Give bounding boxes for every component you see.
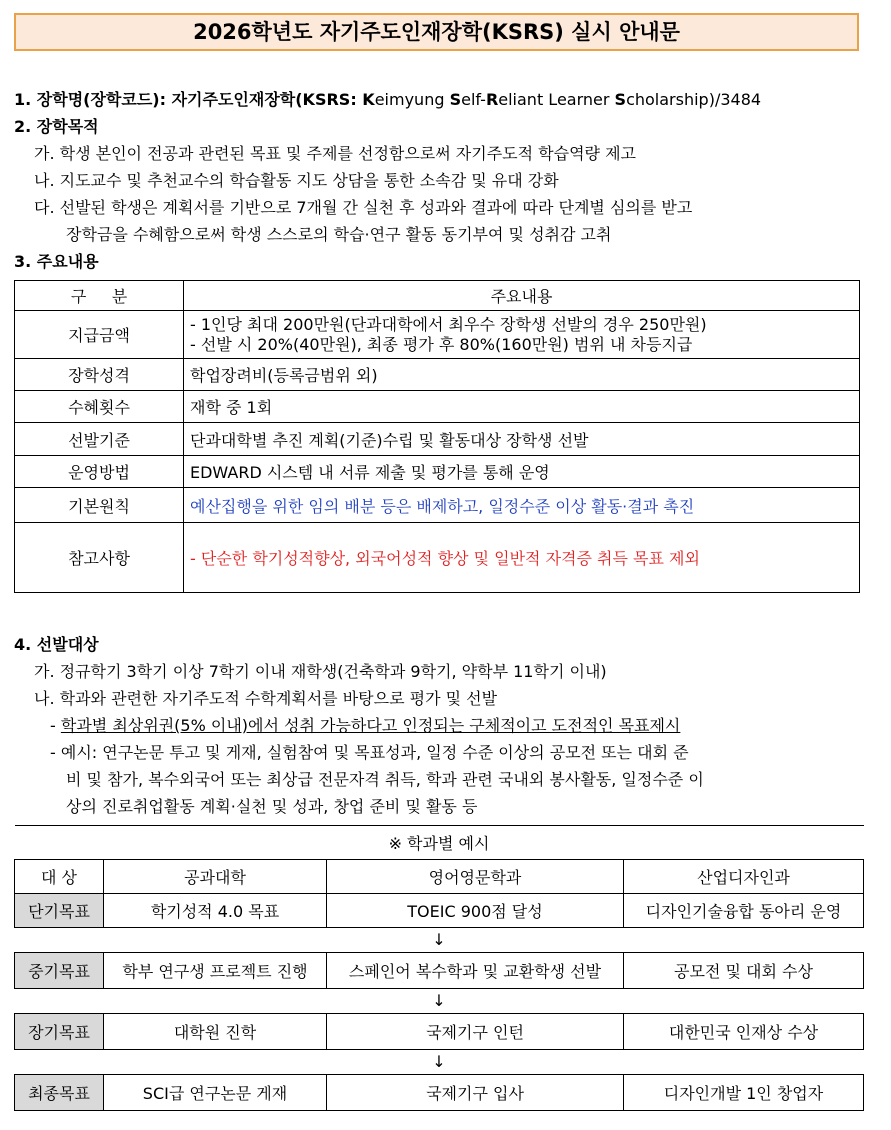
goal-cell: 디자인개발 1인 창업자 xyxy=(624,1075,864,1111)
table-row xyxy=(15,456,860,488)
goal-label: 단기목표 xyxy=(15,894,104,928)
goal-label: 최종목표 xyxy=(15,1075,104,1111)
row-content: 재학 중 1회 xyxy=(184,391,860,423)
purpose-item: 다. 선발된 학생은 계획서를 기반으로 7개월 간 실천 후 성과와 결과에 따라 단계별 심의를 받고 xyxy=(34,198,693,217)
down-arrow-icon: ↓ xyxy=(15,928,864,953)
table-row xyxy=(15,523,860,593)
table-row xyxy=(15,311,860,359)
row-content: EDWARD 시스템 내 서류 제출 및 평가를 통해 운영 xyxy=(184,456,860,488)
row-content-principle: 예산집행을 위한 임의 배분 등은 배제하고, 일정수준 이상 활동·결과 촉진 xyxy=(184,488,860,523)
header-industrial-design: 산업디자인과 xyxy=(624,860,864,894)
goal-cell: 국제기구 인턴 xyxy=(327,1014,624,1050)
scholarship-name-value: 자기주도인재장학(KSRS: Keimyung Self-Reliant Learner Scholarship)/3484 xyxy=(171,90,762,109)
arrow-row xyxy=(15,1050,864,1075)
goal-cell: 공모전 및 대회 수상 xyxy=(624,953,864,989)
main-content-table xyxy=(14,280,860,593)
table-row xyxy=(15,488,860,523)
scholarship-name-label: 장학명(장학코드): xyxy=(36,90,167,109)
row-label: 참고사항 xyxy=(15,523,184,593)
goal-cell: TOEIC 900점 달성 xyxy=(327,894,624,928)
goal-cell: 학부 연구생 프로젝트 진행 xyxy=(104,953,327,989)
bullet-examples: - 예시: 연구논문 투고 및 게재, 실험참여 및 목표성과, 일정 수준 이상의 공모전 또는 대회 준 xyxy=(50,743,689,762)
purpose-item: 가. 학생 본인이 전공과 관련된 목표 및 주제를 선정함으로써 자기주도적 학습역량 제고 xyxy=(34,144,636,163)
goal-label: 중기목표 xyxy=(15,953,104,989)
arrow-row xyxy=(15,928,864,953)
arrow-row xyxy=(15,989,864,1014)
row-label: 수혜횟수 xyxy=(15,391,184,423)
row-content: 단과대학별 추진 계획(기준)수립 및 활동대상 장학생 선발 xyxy=(184,423,860,456)
section-1-scholarship-name xyxy=(14,87,761,110)
examples-caption: ※ 학과별 예시 xyxy=(15,826,864,860)
eligibility-item: 나. 학과와 관련한 자기주도적 수학계획서를 바탕으로 평가 및 선발 xyxy=(34,689,498,708)
goal-row-final xyxy=(15,1075,864,1111)
goal-cell: 국제기구 입사 xyxy=(327,1075,624,1111)
row-content xyxy=(184,311,860,359)
table-header-row xyxy=(15,281,860,311)
purpose-item-continued: 장학금을 수혜함으로써 학생 스스로의 학습·연구 활동 동기부여 및 성취감 고취 xyxy=(66,225,612,244)
eligibility-item: 가. 정규학기 3학기 이상 7학기 이내 재학생(건축학과 9학기, 약학부 11학기 이내) xyxy=(34,662,607,681)
goal-cell: 스페인어 복수학과 및 교환학생 선발 xyxy=(327,953,624,989)
row-label: 지급금액 xyxy=(15,311,184,359)
bullet-goal: - 학과별 최상위권(5% 이내)에서 성취 가능하다고 인정되는 구체적이고 도전적인 목표제시 xyxy=(50,716,681,735)
examples-caption-row xyxy=(15,826,864,860)
goal-label: 장기목표 xyxy=(15,1014,104,1050)
goal-row-long xyxy=(15,1014,864,1050)
section-3-heading: 3. 주요내용 xyxy=(14,252,99,271)
content-line: - 선발 시 20%(40만원), 최종 평가 후 80%(160만원) 범위 내 차등지급 xyxy=(190,334,693,354)
section-number: 1. xyxy=(14,90,32,109)
row-label: 기본원칙 xyxy=(15,488,184,523)
goal-row-short xyxy=(15,894,864,928)
table-row xyxy=(15,391,860,423)
row-label: 운영방법 xyxy=(15,456,184,488)
row-content-note: - 단순한 학기성적향상, 외국어성적 향상 및 일반적 자격증 취득 목표 제외 xyxy=(184,523,860,593)
goal-cell: 대한민국 인재상 수상 xyxy=(624,1014,864,1050)
department-examples-table xyxy=(14,825,864,1111)
document-title: 2026학년도 자기주도인재장학(KSRS) 실시 안내문 xyxy=(14,13,859,51)
header-content: 주요내용 xyxy=(184,281,860,311)
section-2-heading: 2. 장학목적 xyxy=(14,117,99,136)
header-english: 영어영문학과 xyxy=(327,860,624,894)
bullet-examples-continued: 상의 진로취업활동 계획·실천 및 성과, 창업 준비 및 활동 등 xyxy=(66,797,478,816)
content-line: - 1인당 최대 200만원(단과대학에서 최우수 장학생 선발의 경우 250만원) xyxy=(190,314,707,334)
down-arrow-icon: ↓ xyxy=(15,1050,864,1075)
row-content: 학업장려비(등록금범위 외) xyxy=(184,359,860,391)
header-target: 대 상 xyxy=(15,860,104,894)
examples-header-row xyxy=(15,860,864,894)
row-label: 선발기준 xyxy=(15,423,184,456)
goal-requirement-underlined: 학과별 최상위권(5% 이내)에서 성취 가능하다고 인정되는 구체적이고 도전적인 목표제시 xyxy=(60,716,681,735)
row-label: 장학성격 xyxy=(15,359,184,391)
header-category: 구 분 xyxy=(15,281,184,311)
table-row xyxy=(15,359,860,391)
purpose-item: 나. 지도교수 및 추천교수의 학습활동 지도 상담을 통한 소속감 및 유대 강화 xyxy=(34,171,559,190)
bullet-examples-continued: 비 및 참가, 복수외국어 또는 최상급 전문자격 취득, 학과 관련 국내외 봉사활동, 일정수준 이 xyxy=(66,770,704,789)
goal-cell: 대학원 진학 xyxy=(104,1014,327,1050)
header-engineering: 공과대학 xyxy=(104,860,327,894)
section-4-heading: 4. 선발대상 xyxy=(14,635,99,654)
goal-row-mid xyxy=(15,953,864,989)
goal-cell: SCI급 연구논문 게재 xyxy=(104,1075,327,1111)
goal-cell: 학기성적 4.0 목표 xyxy=(104,894,327,928)
table-row xyxy=(15,423,860,456)
down-arrow-icon: ↓ xyxy=(15,989,864,1014)
goal-cell: 디자인기술융합 동아리 운영 xyxy=(624,894,864,928)
